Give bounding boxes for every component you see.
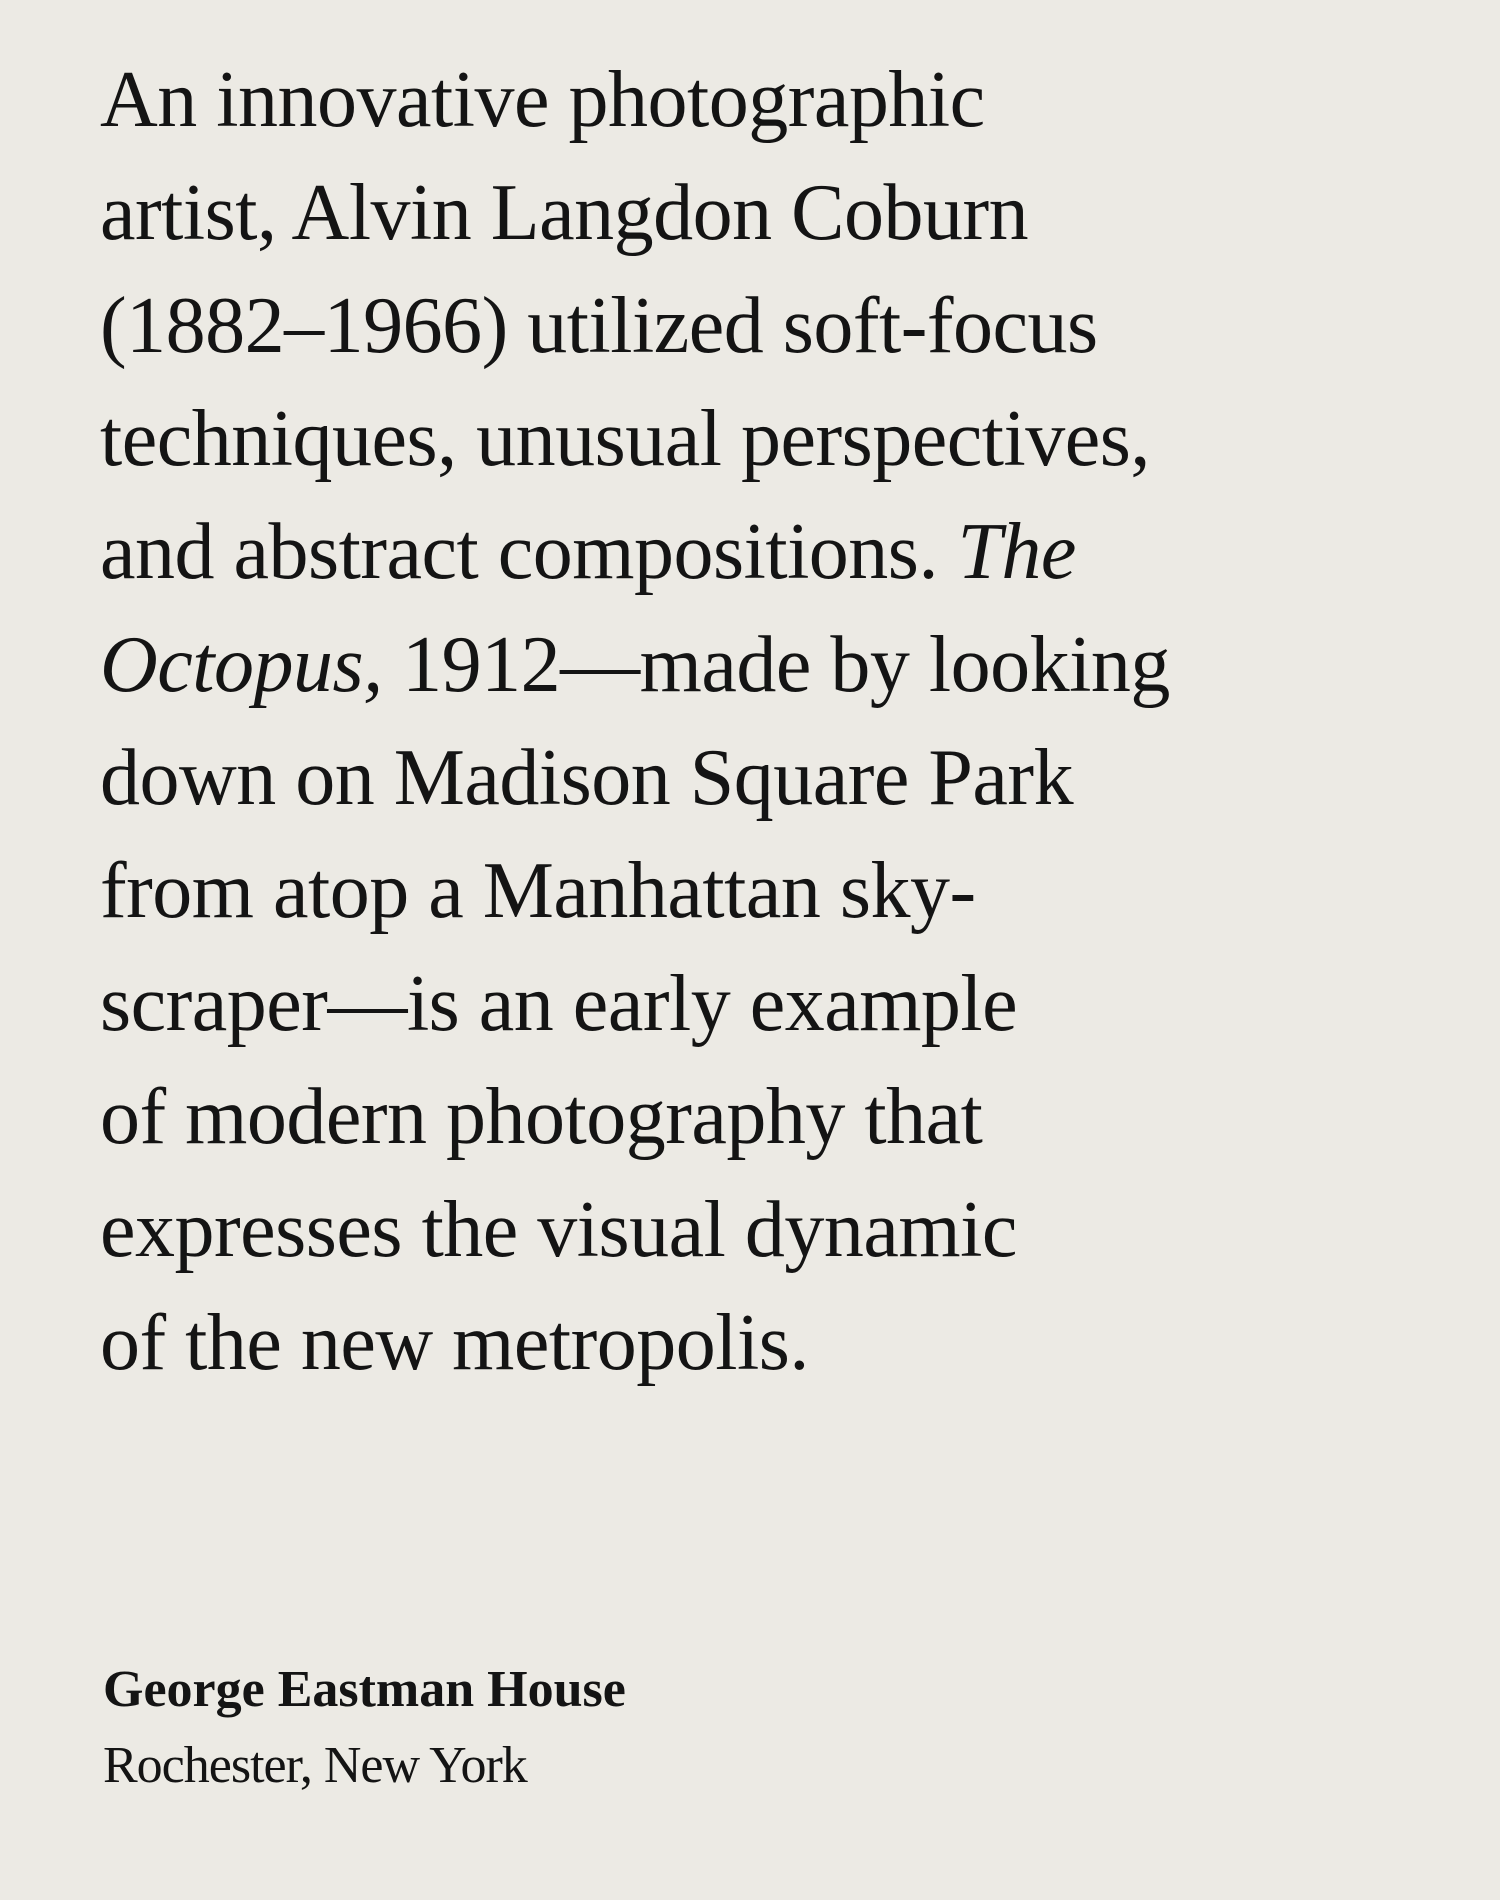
description-line: An innovative photographic [100, 56, 985, 144]
description-line: artist, Alvin Langdon Coburn [100, 169, 1029, 257]
description-line: of modern photography that [100, 1073, 983, 1161]
description-line [100, 496, 1430, 609]
description-line: (1882–1966) utilized soft-focus [100, 282, 1098, 370]
description-line: scraper—is an early example [100, 960, 1018, 1048]
description-line: expresses the visual dynamic [100, 1186, 1017, 1274]
institution-location: Rochester, New York [103, 1737, 527, 1794]
credit-block [103, 1652, 626, 1804]
description-line: down on Madison Square Park [100, 734, 1074, 822]
description-line: of the new metropolis. [100, 1299, 809, 1387]
description-line: from atop a Manhattan sky- [100, 847, 976, 935]
institution-name: George Eastman House [103, 1661, 626, 1718]
description-line [100, 609, 1430, 722]
description-text [100, 44, 1430, 1400]
description-line: techniques, unusual perspectives, [100, 395, 1150, 483]
artwork-title-part: The [957, 508, 1076, 596]
description-text-segment: 1912—made by looking [382, 621, 1170, 709]
artwork-title-part: Octopus, [100, 621, 383, 709]
description-text-segment: and abstract compositions. [100, 508, 958, 596]
